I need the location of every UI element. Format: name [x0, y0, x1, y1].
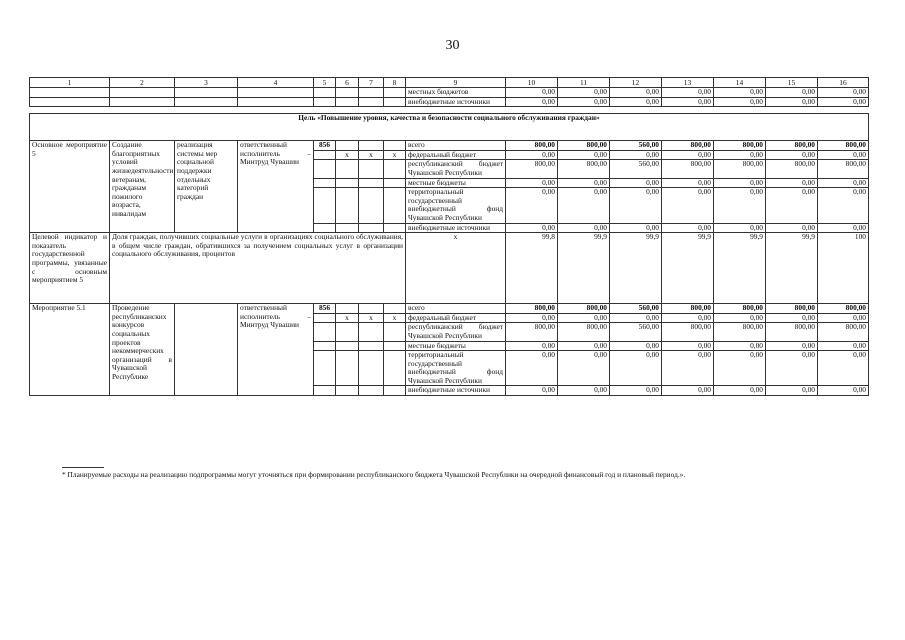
amount-cell: 0,00	[662, 150, 714, 160]
amount-cell: 0,00	[766, 150, 818, 160]
empty-cell	[384, 160, 406, 178]
indicator-value: 99,9	[766, 233, 818, 304]
indicator-value: 99,9	[662, 233, 714, 304]
empty-cell	[359, 351, 384, 386]
indicator-x: x	[406, 233, 506, 304]
amount-cell: 0,00	[610, 386, 662, 396]
empty-cell	[384, 323, 406, 341]
code-x: x	[336, 150, 359, 160]
amount-cell: 0,00	[766, 188, 818, 223]
table-row	[30, 97, 869, 107]
amount-cell: 0,00	[662, 188, 714, 223]
indicator-value: 99,9	[558, 233, 610, 304]
empty-cell	[314, 351, 336, 386]
empty-cell	[314, 386, 336, 396]
code-x: x	[384, 150, 406, 160]
amount-cell: 0,00	[714, 97, 766, 107]
empty-cell	[30, 88, 110, 98]
empty-cell	[359, 386, 384, 396]
empty-cell	[359, 141, 384, 151]
empty-cell	[336, 88, 359, 98]
funding-source: внебюджетные источники	[406, 223, 506, 233]
funding-source: внебюджетные источники	[406, 97, 506, 107]
indicator-text: Доля граждан, получивших социальные услуги в организациях социального обслуживания, в общем числе граждан, обратившихся за получением социальных услуг в организации социального обслуживания, процентов	[110, 233, 406, 304]
spacer-row	[30, 107, 869, 114]
amount-cell: 0,00	[506, 150, 558, 160]
empty-cell	[359, 223, 384, 233]
event-description: Проведение республиканских конкурсов социальных проектов некоммерческих организаций в Чувашской Республике	[110, 304, 175, 396]
amount-cell: 800,00	[506, 304, 558, 314]
funding-source: федеральный бюджет	[406, 313, 506, 323]
amount-cell: 800,00	[714, 160, 766, 178]
funding-source: республиканский бюджет Чувашской Республики	[406, 323, 506, 341]
amount-cell: 800,00	[662, 304, 714, 314]
amount-cell: 800,00	[766, 304, 818, 314]
empty-cell	[359, 341, 384, 351]
amount-cell: 0,00	[610, 313, 662, 323]
indicator-row	[30, 233, 869, 304]
column-number: 5	[314, 78, 336, 88]
empty-cell	[314, 323, 336, 341]
empty-cell	[336, 386, 359, 396]
amount-cell: 0,00	[714, 150, 766, 160]
amount-cell: 0,00	[818, 178, 869, 188]
amount-cell: 0,00	[610, 351, 662, 386]
empty-cell	[384, 386, 406, 396]
amount-cell: 800,00	[662, 160, 714, 178]
funding-source: территориальный государственный внебюджетный фонд Чувашской Республики	[406, 351, 506, 386]
table-header-row	[30, 78, 869, 88]
responsible-executor: ответственный исполнитель – Минтруд Чувашии	[238, 141, 314, 233]
footnote: * Планируемые расходы на реализацию подпрограммы могут уточняться при формировании республиканского бюджета Чувашской Республики на очередной финансовый год и плановый период.».	[62, 470, 686, 479]
amount-cell: 800,00	[558, 304, 610, 314]
amount-cell: 0,00	[558, 178, 610, 188]
amount-cell: 800,00	[662, 141, 714, 151]
amount-cell: 0,00	[610, 178, 662, 188]
empty-cell	[175, 88, 238, 98]
table-row	[30, 141, 869, 151]
amount-cell: 800,00	[766, 141, 818, 151]
amount-cell: 0,00	[558, 341, 610, 351]
column-number: 3	[175, 78, 238, 88]
amount-cell: 0,00	[558, 223, 610, 233]
table-row	[30, 304, 869, 314]
empty-cell	[314, 97, 336, 107]
amount-cell: 0,00	[662, 88, 714, 98]
column-number: 1	[30, 78, 110, 88]
event-description: Создание благоприятных условий жизнедеятельности ветеранам, гражданам пожилого возраста, инвалидам	[110, 141, 175, 233]
amount-cell: 0,00	[714, 178, 766, 188]
amount-cell: 0,00	[766, 386, 818, 396]
empty-cell	[175, 97, 238, 107]
budget-code: 856	[314, 304, 336, 314]
event-name: Мероприятие 5.1	[30, 304, 110, 396]
amount-cell: 0,00	[766, 351, 818, 386]
empty-cell	[314, 178, 336, 188]
amount-cell: 800,00	[558, 141, 610, 151]
amount-cell: 0,00	[610, 223, 662, 233]
amount-cell: 0,00	[506, 97, 558, 107]
amount-cell: 800,00	[506, 141, 558, 151]
amount-cell: 0,00	[766, 313, 818, 323]
event-program: реализация системы мер социальной поддержки отдельных категорий граждан	[175, 141, 238, 233]
empty-cell	[314, 223, 336, 233]
empty-cell	[359, 323, 384, 341]
empty-cell	[314, 150, 336, 160]
column-number: 13	[662, 78, 714, 88]
empty-cell	[384, 141, 406, 151]
column-number: 8	[384, 78, 406, 88]
column-number: 7	[359, 78, 384, 88]
empty-cell	[384, 97, 406, 107]
goal-title: Цель «Повышение уровня, качества и безопасности социального обслуживания граждан»	[30, 114, 869, 141]
empty-cell	[384, 223, 406, 233]
amount-cell: 800,00	[714, 323, 766, 341]
amount-cell: 800,00	[558, 323, 610, 341]
amount-cell: 0,00	[558, 313, 610, 323]
amount-cell: 0,00	[662, 97, 714, 107]
column-number: 16	[818, 78, 869, 88]
funding-source: местные бюджеты	[406, 178, 506, 188]
event-name: Основное мероприятие 5	[30, 141, 110, 233]
amount-cell: 800,00	[506, 323, 558, 341]
amount-cell: 0,00	[766, 341, 818, 351]
amount-cell: 0,00	[818, 386, 869, 396]
amount-cell: 800,00	[714, 304, 766, 314]
amount-cell: 800,00	[662, 323, 714, 341]
amount-cell: 0,00	[766, 223, 818, 233]
empty-cell	[314, 313, 336, 323]
amount-cell: 0,00	[818, 351, 869, 386]
funding-source: всего	[406, 141, 506, 151]
empty-cell	[314, 341, 336, 351]
amount-cell: 0,00	[558, 97, 610, 107]
amount-cell: 0,00	[610, 150, 662, 160]
empty-cell	[238, 88, 314, 98]
amount-cell: 560,00	[610, 304, 662, 314]
code-x: x	[359, 313, 384, 323]
empty-cell	[359, 188, 384, 223]
empty-cell	[359, 304, 384, 314]
empty-cell	[336, 178, 359, 188]
empty-cell	[336, 351, 359, 386]
column-number: 6	[336, 78, 359, 88]
amount-cell: 0,00	[714, 88, 766, 98]
indicator-title: Целевой индикатор и показатель государственной программы, увязанные с основным мероприятием 5	[30, 233, 110, 304]
amount-cell: 0,00	[818, 88, 869, 98]
amount-cell: 560,00	[610, 323, 662, 341]
column-number: 10	[506, 78, 558, 88]
code-x: x	[359, 150, 384, 160]
amount-cell: 0,00	[818, 188, 869, 223]
event-program	[175, 304, 238, 396]
amount-cell: 0,00	[714, 313, 766, 323]
empty-cell	[238, 97, 314, 107]
funding-source: внебюджетные источники	[406, 386, 506, 396]
amount-cell: 0,00	[506, 313, 558, 323]
amount-cell: 0,00	[818, 313, 869, 323]
amount-cell: 0,00	[506, 341, 558, 351]
budget-code: 856	[314, 141, 336, 151]
amount-cell: 0,00	[506, 351, 558, 386]
amount-cell: 800,00	[818, 323, 869, 341]
empty-cell	[336, 323, 359, 341]
amount-cell: 0,00	[714, 386, 766, 396]
amount-cell: 0,00	[506, 178, 558, 188]
empty-cell	[336, 341, 359, 351]
amount-cell: 800,00	[818, 304, 869, 314]
empty-cell	[110, 97, 175, 107]
empty-cell	[314, 188, 336, 223]
amount-cell: 0,00	[662, 178, 714, 188]
empty-cell	[110, 88, 175, 98]
amount-cell: 800,00	[766, 160, 818, 178]
budget-table	[29, 77, 869, 396]
amount-cell: 0,00	[662, 223, 714, 233]
amount-cell: 0,00	[818, 150, 869, 160]
amount-cell: 0,00	[558, 88, 610, 98]
amount-cell: 0,00	[610, 88, 662, 98]
amount-cell: 0,00	[714, 351, 766, 386]
amount-cell: 0,00	[662, 313, 714, 323]
amount-cell: 0,00	[610, 97, 662, 107]
indicator-value: 99,9	[714, 233, 766, 304]
indicator-value: 99,8	[506, 233, 558, 304]
amount-cell: 0,00	[766, 97, 818, 107]
goal-row	[30, 114, 869, 141]
column-number: 14	[714, 78, 766, 88]
funding-source: федеральный бюджет	[406, 150, 506, 160]
amount-cell: 800,00	[818, 141, 869, 151]
amount-cell: 0,00	[818, 97, 869, 107]
amount-cell: 0,00	[662, 386, 714, 396]
amount-cell: 0,00	[506, 223, 558, 233]
column-number: 12	[610, 78, 662, 88]
empty-cell	[336, 97, 359, 107]
funding-source: территориальный государственный внебюджетный фонд Чувашской Республики	[406, 188, 506, 223]
column-number: 2	[110, 78, 175, 88]
amount-cell: 0,00	[662, 351, 714, 386]
empty-cell	[314, 160, 336, 178]
empty-cell	[359, 160, 384, 178]
amount-cell: 0,00	[558, 150, 610, 160]
page-number: 30	[445, 38, 460, 53]
funding-source: местные бюджеты	[406, 341, 506, 351]
amount-cell: 0,00	[610, 188, 662, 223]
amount-cell: 0,00	[558, 188, 610, 223]
empty-cell	[359, 97, 384, 107]
empty-cell	[384, 88, 406, 98]
empty-cell	[359, 178, 384, 188]
empty-cell	[336, 223, 359, 233]
amount-cell: 800,00	[506, 160, 558, 178]
amount-cell: 0,00	[766, 178, 818, 188]
spacer-cell	[30, 107, 869, 114]
empty-cell	[336, 304, 359, 314]
funding-source: местных бюджетов	[406, 88, 506, 98]
amount-cell: 0,00	[766, 88, 818, 98]
amount-cell: 800,00	[818, 160, 869, 178]
amount-cell: 0,00	[558, 386, 610, 396]
indicator-value: 100	[818, 233, 869, 304]
empty-cell	[384, 188, 406, 223]
empty-cell	[314, 88, 336, 98]
amount-cell: 0,00	[714, 223, 766, 233]
empty-cell	[336, 160, 359, 178]
amount-cell: 0,00	[506, 188, 558, 223]
indicator-value: 99,9	[610, 233, 662, 304]
code-x: x	[336, 313, 359, 323]
amount-cell: 560,00	[610, 141, 662, 151]
empty-cell	[336, 188, 359, 223]
amount-cell: 0,00	[506, 386, 558, 396]
amount-cell: 560,00	[610, 160, 662, 178]
empty-cell	[336, 141, 359, 151]
amount-cell: 0,00	[818, 223, 869, 233]
amount-cell: 0,00	[714, 188, 766, 223]
empty-cell	[384, 351, 406, 386]
empty-cell	[30, 97, 110, 107]
column-number: 4	[238, 78, 314, 88]
amount-cell: 0,00	[558, 351, 610, 386]
amount-cell: 0,00	[610, 341, 662, 351]
table-row	[30, 88, 869, 98]
empty-cell	[384, 304, 406, 314]
amount-cell: 0,00	[506, 88, 558, 98]
responsible-executor: ответственный исполнитель – Минтруд Чувашии	[238, 304, 314, 396]
empty-cell	[359, 88, 384, 98]
column-number: 11	[558, 78, 610, 88]
amount-cell: 0,00	[714, 341, 766, 351]
amount-cell: 800,00	[714, 141, 766, 151]
footnote-divider	[62, 467, 104, 468]
funding-source: республиканский бюджет Чувашской Республики	[406, 160, 506, 178]
funding-source: всего	[406, 304, 506, 314]
code-x: x	[384, 313, 406, 323]
empty-cell	[384, 341, 406, 351]
empty-cell	[384, 178, 406, 188]
amount-cell: 800,00	[766, 323, 818, 341]
amount-cell: 800,00	[558, 160, 610, 178]
column-number: 9	[406, 78, 506, 88]
amount-cell: 0,00	[662, 341, 714, 351]
column-number: 15	[766, 78, 818, 88]
amount-cell: 0,00	[818, 341, 869, 351]
